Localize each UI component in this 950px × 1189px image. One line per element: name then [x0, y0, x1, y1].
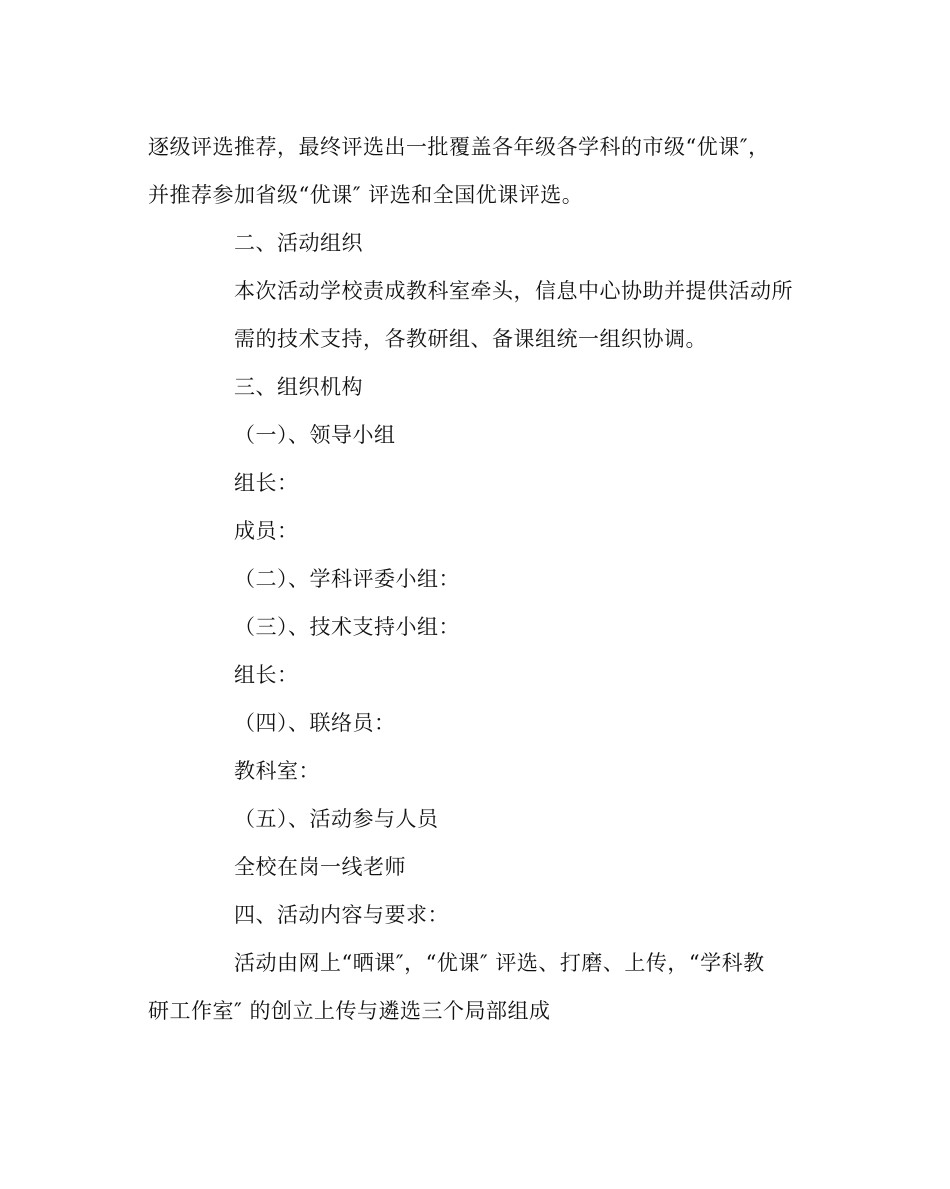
field-label-group-leader: 组长：	[234, 471, 299, 495]
subsection-heading-participants: （五）、活动参与人员	[234, 807, 439, 831]
subsection-heading-subject-jury: （二）、学科评委小组：	[234, 567, 460, 591]
section-heading-organization-structure: 三、组织机构	[234, 375, 363, 399]
section-heading-content-requirements: 四、活动内容与要求：	[234, 903, 449, 927]
field-label-members: 成员：	[234, 519, 299, 543]
field-label-group-leader: 组长：	[234, 663, 299, 687]
body-text-line: 研工作室″ 的创立上传与遴选三个局部组成	[148, 999, 551, 1023]
subsection-heading-tech-support: （三）、技术支持小组：	[234, 615, 460, 639]
field-label-research-office: 教科室：	[234, 759, 320, 783]
body-text-line: 需的技术支持，各教研组、备课组统一组织协调。	[234, 327, 707, 351]
body-text-line: 全校在岗一线老师	[234, 855, 406, 879]
subsection-heading-liaison: （四）、联络员：	[234, 711, 396, 735]
body-text-line: 并推荐参加省级“优课″ 评选和全国优课评选。	[148, 183, 584, 207]
subsection-heading-leadership-group: （一）、领导小组	[234, 423, 396, 447]
section-heading-activity-organization: 二、活动组织	[234, 231, 363, 255]
body-text-line: 活动由网上“晒课″，“优课″ 评选、打磨、上传，“学科教	[234, 951, 765, 975]
body-text-line: 逐级评选推荐，最终评选出一批覆盖各年级各学科的市级“优课″，	[148, 135, 770, 159]
body-text-line: 本次活动学校责成教科室牵头，信息中心协助并提供活动所	[234, 279, 793, 303]
